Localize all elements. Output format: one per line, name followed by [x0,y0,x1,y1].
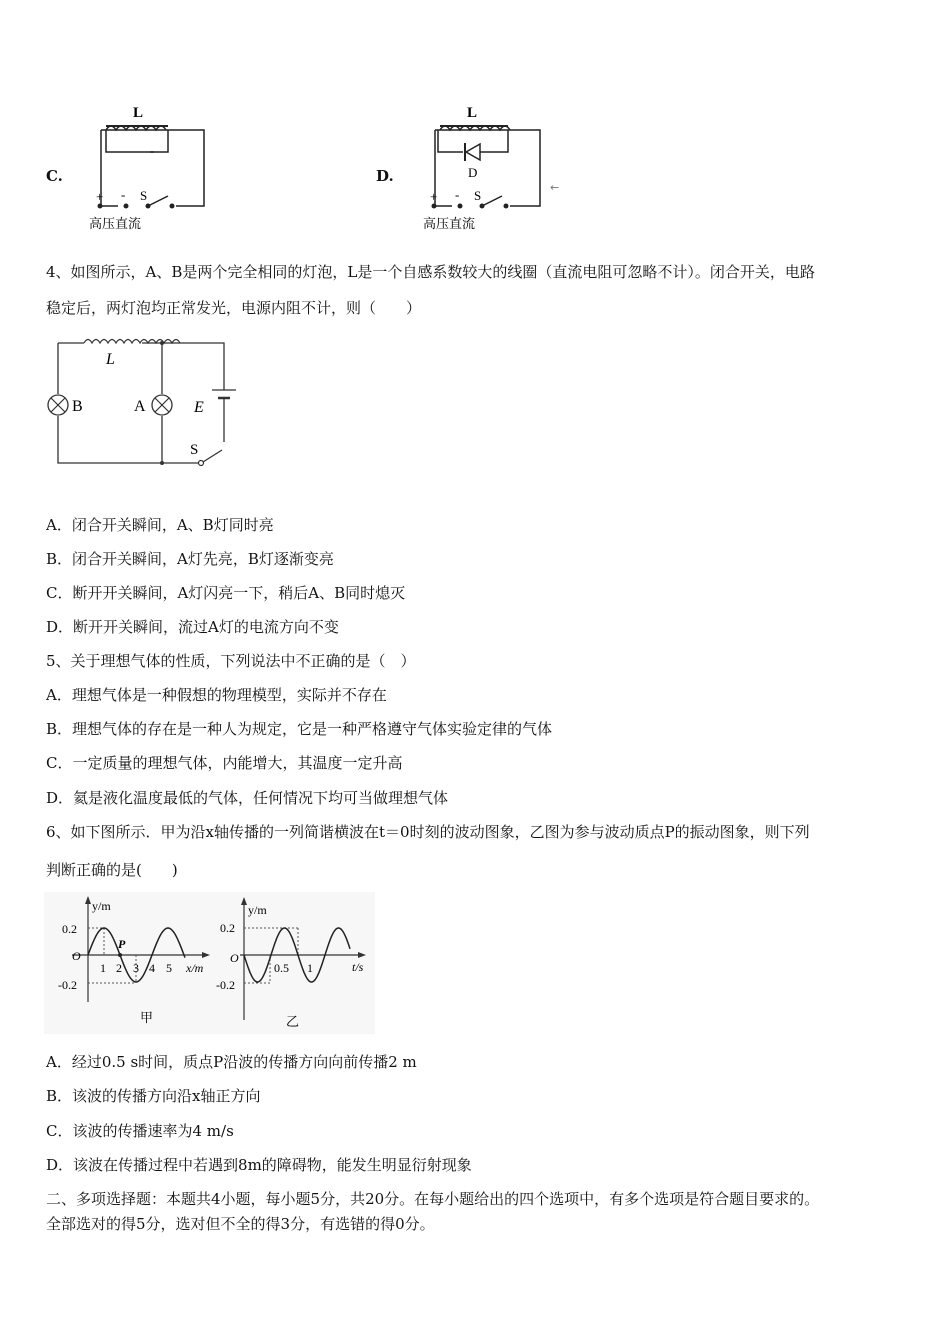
minus-sign-d: - [455,187,460,202]
inductor-label-d: L [467,105,478,121]
q6-stem-line1: 6、如下图所示．甲为沿x轴传播的一列简谐横波在t＝0时刻的波动图象，乙图为参与波动质点P的振动图象，则下列 [46,823,810,841]
jia-x-tick-5: 5 [166,961,172,975]
yi-caption: 乙 [286,1015,300,1030]
jia-origin-label: O [72,949,81,963]
yi-origin-label: O [230,951,239,965]
q5-option-c: C．一定质量的理想气体，内能增大，其温度一定升高 [46,754,403,772]
switch-label-c: S [140,188,148,203]
option-d-label: D. [376,167,394,185]
source-caption-c: 高压直流 [89,217,142,232]
yi-x-tick-0-5: 0.5 [274,961,289,975]
yi-x-tick-1: 1 [307,961,313,975]
q4-circuit-figure [44,330,244,475]
plus-sign-c: + [96,189,104,204]
jia-y-bottom-label: -0.2 [58,978,77,992]
q6-option-c: C．该波的传播速率为4 m/s [46,1122,234,1140]
jia-x-tick-2: 2 [116,961,122,975]
q5-stem: 5、关于理想气体的性质，下列说法中不正确的是（ ） [46,652,416,670]
jia-point-p-label: P [118,937,126,951]
q4-option-a: A．闭合开关瞬间，A、B灯同时亮 [46,516,274,534]
section2-line2: 全部选对的得5分，选对但不全的得3分，有选错的得0分。 [46,1215,435,1233]
option-c-label: C. [46,167,63,185]
source-caption-d: 高压直流 [423,217,476,232]
circuit-figure-d [410,98,570,236]
wave-graph-jia [44,892,220,1034]
q4-emf-label: E [194,399,204,416]
yi-x-axis-label: t/s [352,960,364,974]
jia-x-tick-3: 3 [133,961,139,975]
yi-y-axis-label: y/m [248,903,267,917]
q6-option-d: D．该波在传播过程中若遇到8m的障碍物，能发生明显衍射现象 [46,1156,472,1174]
q5-option-d: D．氦是液化温度最低的气体，任何情况下均可当做理想气体 [46,789,449,807]
q4-lamp-a-label: A [134,398,146,415]
q6-stem-line2: 判断正确的是( ) [46,861,178,879]
minus-sign-c: - [121,187,126,202]
diode-label: D [468,165,478,180]
q4-option-c: C．断开开关瞬间，A灯闪亮一下，稍后A、B同时熄灭 [46,584,406,602]
vibration-graph-yi [210,892,375,1034]
circuit-figure-c [76,98,216,236]
plus-sign-d: + [430,189,438,204]
section2-line1: 二、多项选择题：本题共4小题，每小题5分，共20分。在每小题给出的四个选项中，有多个选项是符合题目要求的。 [46,1190,820,1208]
q6-option-a: A．经过0.5 s时间，质点P沿波的传播方向向前传播2 m [46,1053,417,1071]
jia-y-axis-label: y/m [92,899,111,913]
yi-y-top-label: 0.2 [220,921,235,935]
q5-option-a: A．理想气体是一种假想的物理模型，实际并不存在 [46,686,387,704]
jia-point-p [118,953,122,957]
q4-option-b: B．闭合开关瞬间，A灯先亮，B灯逐渐变亮 [46,550,334,568]
jia-x-tick-4: 4 [149,961,155,975]
jia-x-axis-label: x/m [186,961,204,975]
jia-y-top-label: 0.2 [62,922,77,936]
q6-option-b: B．该波的传播方向沿x轴正方向 [46,1087,261,1105]
q4-lamp-b-label: B [72,398,83,415]
q4-option-d: D．断开开关瞬间，流过A灯的电流方向不变 [46,618,339,636]
jia-x-tick-1: 1 [100,961,106,975]
q4-switch-label: S [190,442,199,458]
q5-option-b: B．理想气体的存在是一种人为规定，它是一种严格遵守气体实验定律的气体 [46,720,553,738]
inductor-label-c: L [133,105,144,121]
yi-y-bottom-label: -0.2 [216,978,235,992]
q4-stem-line1: 4、如图所示，A、B是两个完全相同的灯泡，L是一个自感系数较大的线圈（直流电阻可忽略不计）。闭合开关，电路 [46,263,815,281]
q4-stem-line2: 稳定后，两灯泡均正常发光，电源内阻不计，则（ ） [46,299,422,317]
stray-arrow-mark: ← [550,181,560,194]
jia-caption: 甲 [140,1011,154,1026]
switch-label-d: S [474,188,482,203]
q4-inductor-label: L [106,351,115,368]
